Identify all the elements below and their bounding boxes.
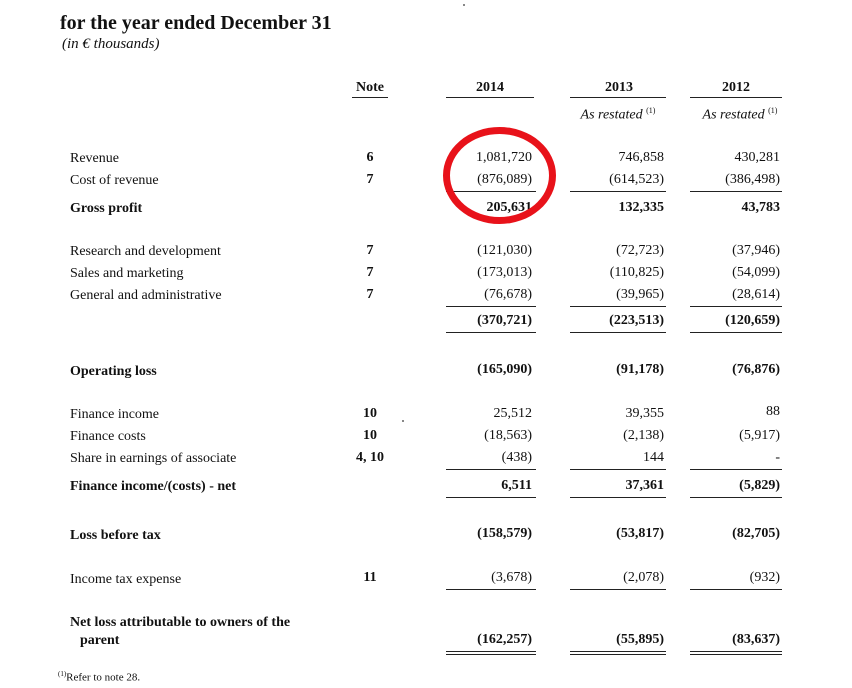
finance-costs-2013: (2,138) [623,428,664,443]
ga-2014: (76,678) [484,287,532,302]
cost-of-revenue-2014: (876,089) [477,172,532,187]
subtotal-line [446,306,536,307]
finance-net-2014: 6,511 [501,478,532,493]
associate-label: Share in earnings of associate [70,451,237,466]
associate-2012: - [775,450,780,465]
ga-label: General and administrative [70,288,222,303]
sales-label: Sales and marketing [70,266,184,281]
finance-income-note: 10 [363,406,377,421]
finance-net-2012: (5,829) [739,478,780,493]
net-loss-2014: (162,257) [477,632,532,647]
loss-before-tax-2014: (158,579) [477,526,532,541]
finance-income-label: Finance income [70,407,160,422]
income-tax-2012: (932) [749,570,780,585]
restated-2013-subheader: As restated $^{(1)}$ [580,106,656,123]
cost-of-revenue-note: 7 [366,172,374,187]
total-line [446,497,536,498]
sales-2014: (173,013) [477,265,532,280]
gross-profit-2012: 43,783 [741,200,780,215]
subtotal-line [570,191,666,192]
finance-income-2013: 39,355 [625,406,664,421]
scan-speck [463,4,465,6]
subtotal-line [690,306,782,307]
year-2012-underline [690,97,782,98]
operating-loss-2012: (76,876) [732,362,780,377]
revenue-2012: 430,281 [734,150,780,165]
finance-costs-2012: (5,917) [739,428,780,443]
operating-loss-2014: (165,090) [477,362,532,377]
finance-income-2012: 88 [766,404,780,419]
net-loss-label-line2: parent [80,633,120,648]
highlight-circle [443,127,556,224]
loss-before-tax-2013: (53,817) [616,526,664,541]
rnd-2013: (72,723) [616,243,664,258]
note-column-header: Note [356,80,384,95]
revenue-2014: 1,081,720 [476,150,532,165]
finance-costs-label: Finance costs [70,429,146,444]
subtotal-line [570,306,666,307]
income-tax-note: 11 [363,570,377,585]
year-2014-header: 2014 [476,80,504,95]
sales-2012: (54,099) [732,265,780,280]
opex-total-2013: (223,513) [609,313,664,328]
opex-total-2014: (370,721) [477,313,532,328]
net-loss-2013: (55,895) [616,632,664,647]
subtotal-line [690,191,782,192]
loss-before-tax-2012: (82,705) [732,526,780,541]
cost-of-revenue-label: Cost of revenue [70,173,159,188]
associate-2013: 144 [643,450,664,465]
ga-2012: (28,614) [732,287,780,302]
subtotal-line [690,469,782,470]
subtotal-line [570,589,666,590]
rnd-2014: (121,030) [477,243,532,258]
year-2013-header: 2013 [605,80,633,95]
gross-profit-2013: 132,335 [618,200,664,215]
total-line [690,332,782,333]
restated-2012-subheader: As restated $^{(1)}$ [702,106,778,123]
total-line [690,497,782,498]
net-loss-2012: (83,637) [732,632,780,647]
total-line [570,332,666,333]
rnd-label: Research and development [70,244,221,259]
scan-speck [402,420,404,422]
net-loss-label-line1: Net loss attributable to owners of the [70,615,291,630]
double-line [446,651,536,652]
finance-costs-note: 10 [363,428,377,443]
opex-total-2012: (120,659) [725,313,780,328]
income-tax-label: Income tax expense [70,572,182,587]
double-line [690,654,782,655]
loss-before-tax-label: Loss before tax [70,528,161,543]
total-line [570,497,666,498]
note-header-underline [352,97,388,98]
gross-profit-label: Gross profit [70,201,143,216]
double-line [570,651,666,652]
finance-net-2013: 37,361 [625,478,664,493]
double-line [446,654,536,655]
subtotal-line [446,589,536,590]
finance-net-label: Finance income/(costs) - net [70,479,237,494]
revenue-note: 6 [366,150,374,165]
cost-of-revenue-2012: (386,498) [725,172,780,187]
finance-income-2014: 25,512 [493,406,532,421]
year-2014-underline [446,97,534,98]
ga-note: 7 [366,287,374,302]
operating-loss-label: Operating loss [70,364,157,379]
ga-2013: (39,965) [616,287,664,302]
footnote: $^{(1)}$Refer to note 28. [58,670,141,684]
operating-loss-2013: (91,178) [616,362,664,377]
finance-costs-2014: (18,563) [484,428,532,443]
statement-subtitle: (in € thousands) [62,36,160,52]
subtotal-line [570,469,666,470]
rnd-2012: (37,946) [732,243,780,258]
subtotal-line [690,589,782,590]
sales-note: 7 [366,265,374,280]
associate-2014: (438) [501,450,532,465]
year-2013-underline [570,97,666,98]
total-line [446,332,536,333]
statement-title: for the year ended December 31 [60,12,332,34]
year-2012-header: 2012 [722,80,750,95]
associate-note: 4, 10 [356,450,384,465]
revenue-2013: 746,858 [618,150,664,165]
revenue-label: Revenue [70,151,119,166]
income-tax-2014: (3,678) [491,570,532,585]
cost-of-revenue-2013: (614,523) [609,172,664,187]
sales-2013: (110,825) [609,265,664,280]
rnd-note: 7 [366,243,374,258]
subtotal-line [446,469,536,470]
double-line [570,654,666,655]
gross-profit-2014: 205,631 [486,200,532,215]
double-line [690,651,782,652]
income-tax-2013: (2,078) [623,570,664,585]
